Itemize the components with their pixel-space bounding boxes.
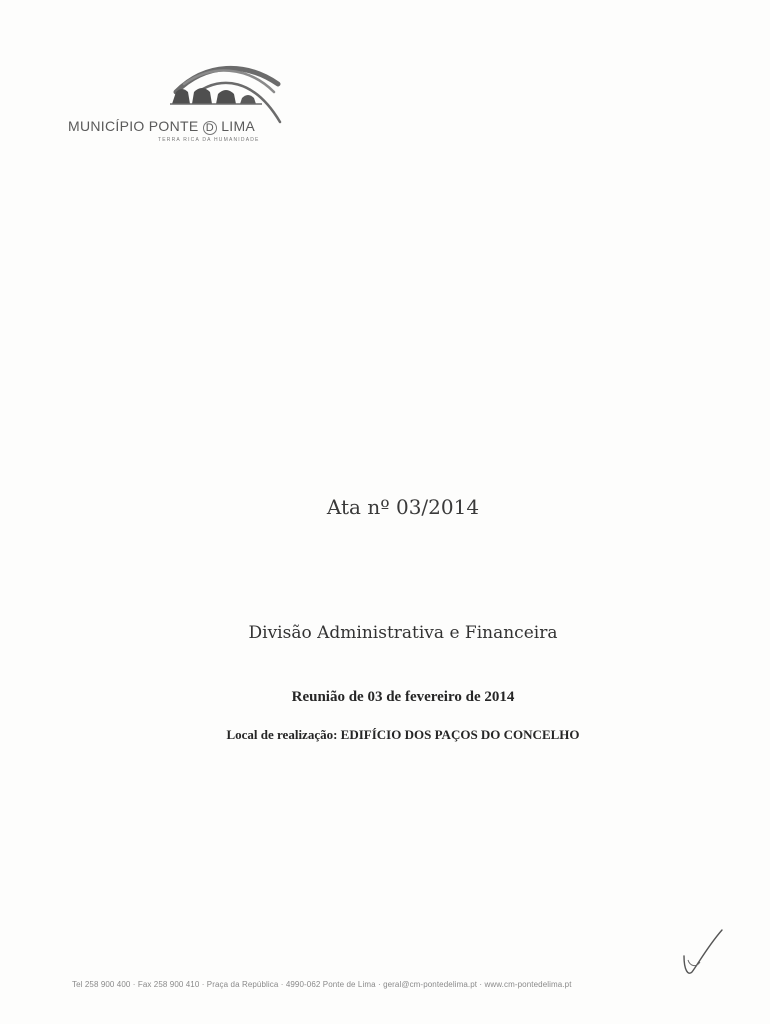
logo-name-lima: LIMA <box>221 118 256 134</box>
logo-de-mark: D <box>203 121 217 135</box>
location-value: EDIFÍCIO DOS PAÇOS DO CONCELHO <box>340 727 580 742</box>
logo-name-ponte: PONTE <box>148 118 199 134</box>
footer-contact: Tel 258 900 400 · Fax 258 900 410 · Praça da República · 4990-062 Ponte de Lima · geral@cm-pontedelima.pt · www.cm-pontedelima.pt <box>72 980 572 989</box>
document-title: Ata nº 03/2014 <box>326 495 480 519</box>
division-name: Divisão Administrativa e Financeira <box>248 623 558 643</box>
logo-name-municipio: MUNICÍPIO <box>68 118 145 134</box>
logo-tagline: TERRA RICA DA HUMANIDADE <box>158 137 260 143</box>
meeting-location <box>0 727 770 743</box>
logo-wordmark <box>68 118 255 134</box>
meeting-date: Reunião de 03 de fevereiro de 2014 <box>291 689 515 705</box>
location-label: Local de realização: <box>226 727 338 742</box>
municipality-logo <box>66 62 296 152</box>
handwritten-check-signature <box>678 926 728 978</box>
